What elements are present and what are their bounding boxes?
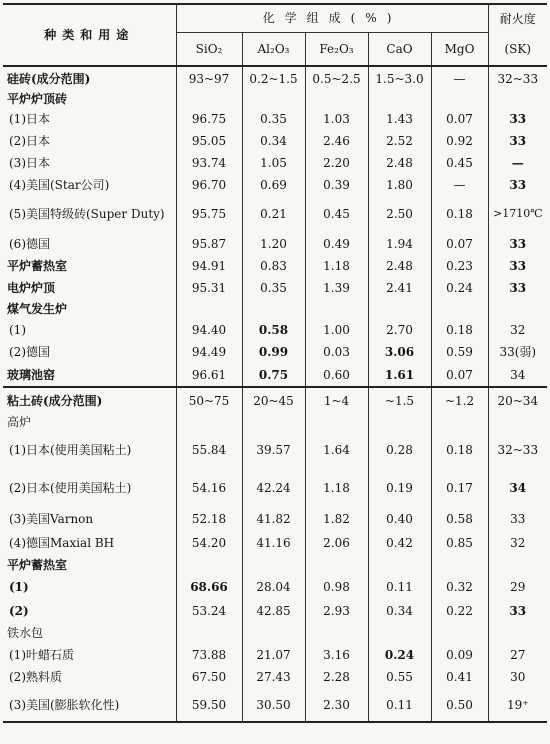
table-cell: 0.11	[368, 688, 431, 722]
table-cell: 2.93	[305, 599, 368, 623]
table-cell: 30.50	[242, 688, 305, 722]
table-cell: 96.61	[176, 363, 242, 387]
empty-cell	[431, 555, 488, 575]
table-cell: 1.94	[368, 232, 431, 255]
table-cell: 0.32	[431, 575, 488, 599]
table-cell: 2.06	[305, 531, 368, 555]
empty-cell	[305, 555, 368, 575]
table-cell: 52.18	[176, 507, 242, 531]
table-cell: 0.19	[368, 469, 431, 507]
table-cell: 0.98	[305, 575, 368, 599]
header-category: 种类和用途	[3, 4, 176, 66]
table-cell: 33	[488, 277, 547, 299]
table-cell: 0.35	[242, 108, 305, 130]
table-row	[3, 387, 547, 413]
table-cell: 95.31	[176, 277, 242, 299]
table-cell: 0.35	[242, 277, 305, 299]
empty-cell	[305, 90, 368, 108]
empty-cell	[368, 413, 431, 431]
table-cell: 3.16	[305, 643, 368, 666]
row-label: 高炉	[7, 415, 32, 429]
group-row	[3, 555, 547, 575]
table-cell: 2.30	[305, 688, 368, 722]
header-mgo: MgO	[431, 32, 488, 66]
table-cell: 32~33	[488, 66, 547, 90]
table-cell: 1~4	[305, 387, 368, 413]
table-cell: 1.82	[305, 507, 368, 531]
table-cell: 0.75	[242, 363, 305, 387]
row-label: (1)日本	[9, 112, 50, 126]
table-row	[3, 174, 547, 196]
empty-cell	[305, 623, 368, 643]
row-label: 电炉炉顶	[7, 281, 56, 295]
row-label: (1)	[9, 323, 26, 337]
table-cell: 39.57	[242, 431, 305, 469]
empty-cell	[242, 555, 305, 575]
group-row	[3, 623, 547, 643]
table-cell: 33	[488, 255, 547, 277]
table-cell: 2.46	[305, 130, 368, 152]
table-cell: 93.74	[176, 152, 242, 174]
table-cell: 1.39	[305, 277, 368, 299]
empty-cell	[176, 299, 242, 319]
table-cell: 33	[488, 599, 547, 623]
table-cell: 59.50	[176, 688, 242, 722]
table-cell: 0.55	[368, 666, 431, 688]
empty-cell	[431, 90, 488, 108]
table-row	[3, 232, 547, 255]
table-row	[3, 341, 547, 363]
header-sio2: SiO₂	[176, 32, 242, 66]
table-row	[3, 666, 547, 688]
header-composition: 化学组成(%)	[176, 4, 488, 32]
empty-cell	[305, 413, 368, 431]
table-cell: 0.2~1.5	[242, 66, 305, 90]
refractory-composition-table	[3, 3, 547, 723]
table-cell: 67.50	[176, 666, 242, 688]
row-label: (2)日本	[9, 134, 50, 148]
table-cell: 29	[488, 575, 547, 599]
empty-cell	[368, 299, 431, 319]
table-cell: 0.17	[431, 469, 488, 507]
table-cell: 0.07	[431, 363, 488, 387]
table-cell: 33	[488, 174, 547, 196]
empty-cell	[431, 413, 488, 431]
table-cell: 42.85	[242, 599, 305, 623]
table-cell: 95.87	[176, 232, 242, 255]
table-cell: 1.80	[368, 174, 431, 196]
table-cell: 33	[488, 232, 547, 255]
table-row	[3, 255, 547, 277]
table-cell: 0.21	[242, 196, 305, 232]
table-cell: —	[431, 174, 488, 196]
table-cell: 2.50	[368, 196, 431, 232]
row-label: (3)日本	[9, 156, 50, 170]
table-cell: 1.18	[305, 255, 368, 277]
table-row	[3, 130, 547, 152]
table-row	[3, 643, 547, 666]
table-cell: 33(弱)	[488, 341, 547, 363]
table-cell: 0.58	[242, 319, 305, 341]
row-label: (3)美国Varnon	[9, 512, 94, 526]
table-row	[3, 319, 547, 341]
header-fe2o3: Fe₂O₃	[305, 32, 368, 66]
empty-cell	[431, 299, 488, 319]
table-row	[3, 469, 547, 507]
row-label: (2)	[9, 604, 29, 618]
empty-cell	[488, 555, 547, 575]
table-cell: 27.43	[242, 666, 305, 688]
table-cell: 32	[488, 319, 547, 341]
table-cell: 0.03	[305, 341, 368, 363]
table-cell: 28.04	[242, 575, 305, 599]
row-label: (5)美国特级砖(Super Duty)	[9, 207, 165, 221]
table-cell: 2.70	[368, 319, 431, 341]
table-cell: 68.66	[176, 575, 242, 599]
empty-cell	[368, 90, 431, 108]
table-cell: 0.41	[431, 666, 488, 688]
table-cell: 0.92	[431, 130, 488, 152]
table-cell: 33	[488, 130, 547, 152]
table-cell: 0.42	[368, 531, 431, 555]
table-row	[3, 363, 547, 387]
table-cell: 95.05	[176, 130, 242, 152]
table-cell: 30	[488, 666, 547, 688]
table-cell: 0.07	[431, 108, 488, 130]
table-cell: 1.5~3.0	[368, 66, 431, 90]
table-cell: 33	[488, 507, 547, 531]
table-cell: 95.75	[176, 196, 242, 232]
table-cell: 55.84	[176, 431, 242, 469]
table-cell: 41.82	[242, 507, 305, 531]
row-label: 煤气发生炉	[7, 302, 68, 316]
table-cell: 0.59	[431, 341, 488, 363]
table-cell: 2.28	[305, 666, 368, 688]
table-cell: 0.99	[242, 341, 305, 363]
table-cell: 34	[488, 363, 547, 387]
table-cell: 27	[488, 643, 547, 666]
table-cell: 32~33	[488, 431, 547, 469]
table-row	[3, 599, 547, 623]
row-label: 粘土砖(成分范围)	[3, 387, 176, 413]
empty-cell	[242, 413, 305, 431]
empty-cell	[176, 413, 242, 431]
table-cell: 0.85	[431, 531, 488, 555]
table-cell: 2.20	[305, 152, 368, 174]
empty-cell	[488, 299, 547, 319]
group-row	[3, 299, 547, 319]
table-cell: 3.06	[368, 341, 431, 363]
table-cell: 2.48	[368, 152, 431, 174]
row-label: (4)德国Maxial BH	[9, 536, 115, 550]
table-row	[3, 66, 547, 90]
table-row	[3, 431, 547, 469]
empty-cell	[176, 623, 242, 643]
table-cell: —	[488, 152, 547, 174]
empty-cell	[305, 299, 368, 319]
table-cell: 0.34	[368, 599, 431, 623]
empty-cell	[488, 90, 547, 108]
header-refractoriness: 耐火度	[488, 4, 547, 32]
table-cell: 33	[488, 108, 547, 130]
header-sk: (SK)	[488, 32, 547, 66]
table-cell: —	[431, 66, 488, 90]
row-label: 平炉炉顶砖	[7, 92, 68, 106]
table-cell: 42.24	[242, 469, 305, 507]
table-cell: 0.60	[305, 363, 368, 387]
row-label: (1)	[9, 580, 29, 594]
table-cell: 20~34	[488, 387, 547, 413]
table-cell: 32	[488, 531, 547, 555]
table-cell: 0.18	[431, 319, 488, 341]
table-cell: 73.88	[176, 643, 242, 666]
table-cell: 0.40	[368, 507, 431, 531]
table-cell: 0.28	[368, 431, 431, 469]
table-row	[3, 277, 547, 299]
table-cell: 0.50	[431, 688, 488, 722]
table-cell: 0.39	[305, 174, 368, 196]
table-cell: 1.00	[305, 319, 368, 341]
table-cell: 0.24	[431, 277, 488, 299]
table-cell: 50~75	[176, 387, 242, 413]
table-cell: 96.75	[176, 108, 242, 130]
row-label: (2)德国	[9, 345, 50, 359]
group-row	[3, 413, 547, 431]
empty-cell	[176, 555, 242, 575]
empty-cell	[488, 413, 547, 431]
table-cell: 41.16	[242, 531, 305, 555]
empty-cell	[488, 623, 547, 643]
table-cell: 0.45	[305, 196, 368, 232]
header-cao: CaO	[368, 32, 431, 66]
row-label: (6)德国	[9, 236, 50, 251]
row-label: 平炉蓄热室	[7, 558, 68, 572]
table-row	[3, 688, 547, 722]
empty-cell	[242, 623, 305, 643]
table-cell: 0.22	[431, 599, 488, 623]
table-cell: 2.48	[368, 255, 431, 277]
row-label: 硅砖(成分范围)	[7, 71, 91, 86]
table-cell: 1.18	[305, 469, 368, 507]
row-label: 玻璃池窑	[7, 367, 56, 382]
table-cell: 0.24	[368, 643, 431, 666]
table-cell: 0.18	[431, 431, 488, 469]
table-cell: 1.03	[305, 108, 368, 130]
header-al2o3: Al₂O₃	[242, 32, 305, 66]
table-cell: 0.07	[431, 232, 488, 255]
row-label: (2)熟料质	[9, 670, 62, 684]
row-label: (4)美国(Star公司)	[9, 178, 110, 192]
table-cell: 0.34	[242, 130, 305, 152]
row-label: (1)叶蜡石质	[9, 647, 74, 662]
table-cell: 1.05	[242, 152, 305, 174]
table-cell: 1.20	[242, 232, 305, 255]
table-row	[3, 575, 547, 599]
row-label: 平炉蓄热室	[7, 259, 68, 273]
table-cell: 93~97	[176, 66, 242, 90]
table-cell: 94.49	[176, 341, 242, 363]
table-cell: 94.40	[176, 319, 242, 341]
table-cell: 0.18	[431, 196, 488, 232]
table-cell: 34	[488, 469, 547, 507]
table-cell: 53.24	[176, 599, 242, 623]
table-cell: 96.70	[176, 174, 242, 196]
table-cell: 0.45	[431, 152, 488, 174]
table-cell: 54.16	[176, 469, 242, 507]
table-cell: 21.07	[242, 643, 305, 666]
table-cell: ~1.5	[368, 387, 431, 413]
table-cell: 0.5~2.5	[305, 66, 368, 90]
table-row	[3, 108, 547, 130]
table-cell: 19⁺	[488, 688, 547, 722]
table-cell: 0.11	[368, 575, 431, 599]
table-row	[3, 507, 547, 531]
empty-cell	[176, 90, 242, 108]
table-cell: 20~45	[242, 387, 305, 413]
empty-cell	[431, 623, 488, 643]
table-row	[3, 196, 547, 232]
table-row	[3, 152, 547, 174]
table-cell: 94.91	[176, 255, 242, 277]
row-label: (2)日本(使用美国粘土)	[9, 481, 132, 495]
empty-cell	[242, 299, 305, 319]
row-label: 铁水包	[7, 626, 44, 640]
table-cell: 2.41	[368, 277, 431, 299]
table-cell: 1.61	[368, 363, 431, 387]
group-row	[3, 90, 547, 108]
table-cell: >1710℃	[488, 196, 547, 232]
table-cell: 0.58	[431, 507, 488, 531]
table-cell: 0.49	[305, 232, 368, 255]
table-cell: 0.09	[431, 643, 488, 666]
table-cell: 0.69	[242, 174, 305, 196]
table-cell: ~1.2	[431, 387, 488, 413]
row-label: (1)日本(使用美国粘土)	[9, 443, 132, 457]
table-row	[3, 531, 547, 555]
table-cell: 0.23	[431, 255, 488, 277]
empty-cell	[242, 90, 305, 108]
table-cell: 1.43	[368, 108, 431, 130]
table-cell: 2.52	[368, 130, 431, 152]
empty-cell	[368, 623, 431, 643]
table-cell: 0.83	[242, 255, 305, 277]
table-cell: 1.64	[305, 431, 368, 469]
table-cell: 54.20	[176, 531, 242, 555]
row-label: (3)美国(膨胀软化性)	[3, 688, 176, 722]
empty-cell	[368, 555, 431, 575]
